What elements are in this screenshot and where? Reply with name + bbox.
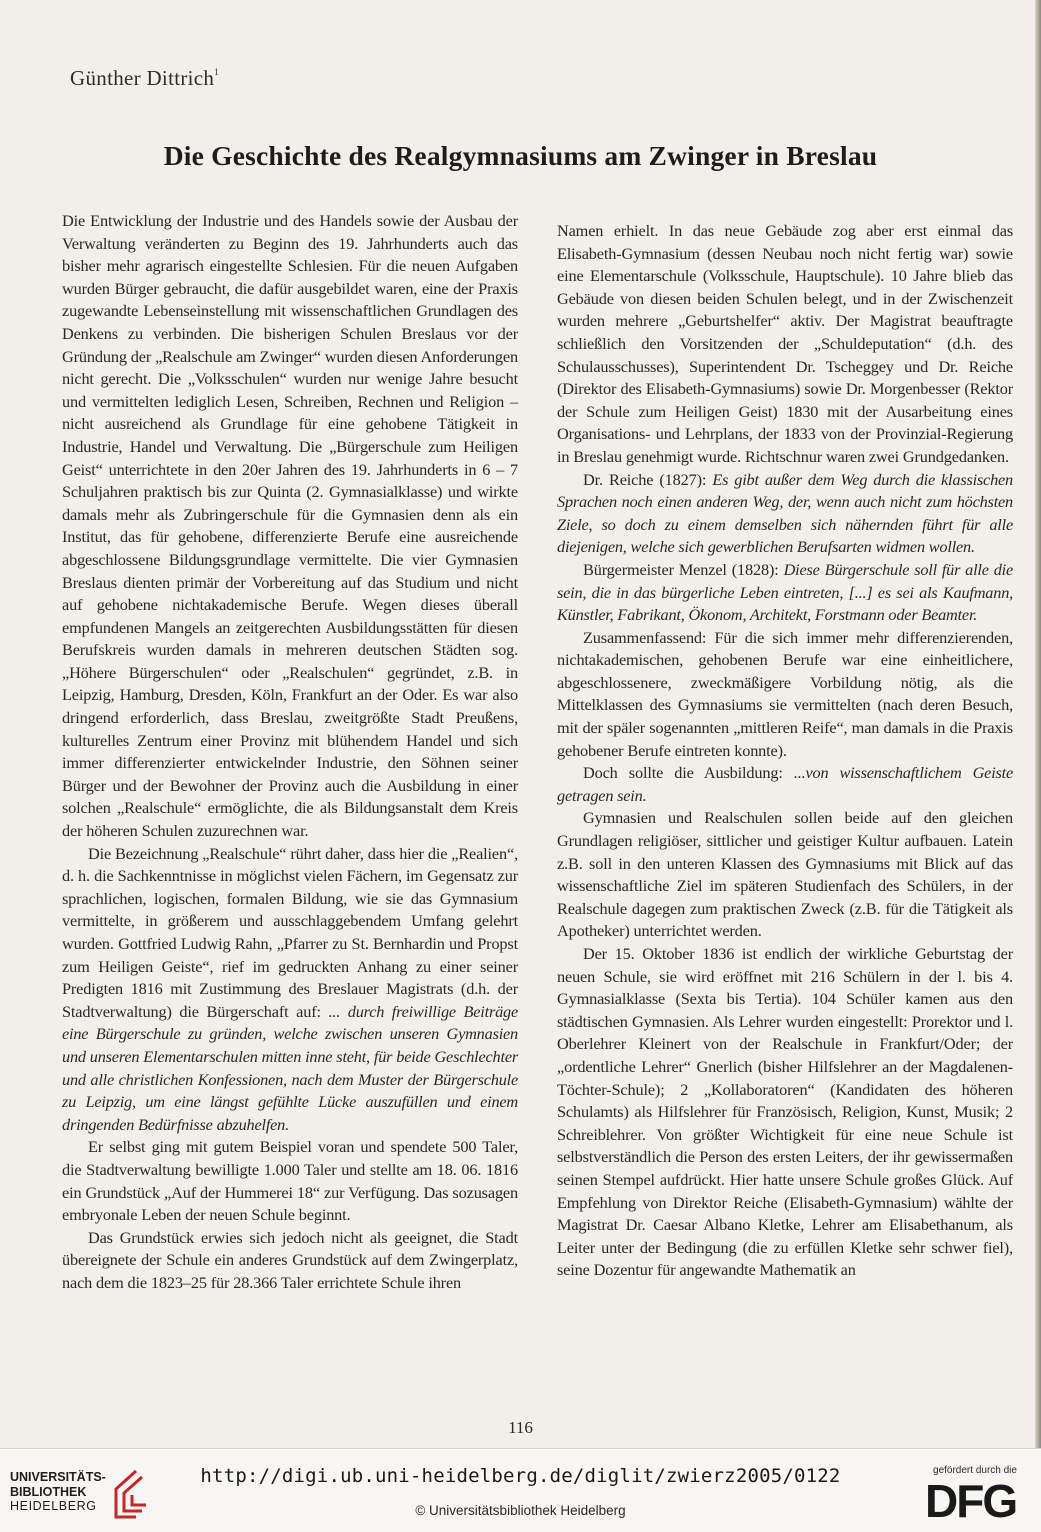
source-url-link[interactable]: http://digi.ub.uni-heidelberg.de/diglit/zwierz2005/0122 (200, 1465, 841, 1487)
dfg-logo-icon: DFG (925, 1475, 1017, 1527)
paragraph: Dr. Reiche (1827): Es gibt außer dem Weg durch die klassischen Sprachen noch einen anderen Weg, der, wenn auch nicht zum höchsten Ziele, so doch zu einem demselben sich nähernden führt für alle diejenigen, welche sich gewerblichen Berufsarten widmen wollen. (557, 469, 1013, 557)
copyright-notice: © Universitätsbibliothek Heidelberg (415, 1503, 626, 1518)
page-edge (1035, 0, 1041, 1450)
author-name: Günther Dittrich$^1$ (70, 66, 219, 90)
footer-bar (0, 1448, 1041, 1532)
paragraph: Bürgermeister Menzel (1828): Diese Bürgerschule soll für alle die sein, die in das bürgerliche Leben eintreten, [...] es sei als Kaufmann, Künstler, Fabrikant, Ökonom, Architekt, Forstmann oder Beamter. (557, 559, 1013, 625)
right-column (557, 220, 1013, 1282)
page-number: 116 (508, 1418, 533, 1437)
library-name: UNIVERSITÄTS- BIBLIOTHEK HEIDELBERG (10, 1470, 106, 1513)
paragraph: Die Bezeichnung „Realschule“ rührt daher, dass hier die „Realien“, d. h. die Sachkenntnisse in möglichst vielen Fächern, im Gegensatz zur sprachlichen, logischen, formalen Bildung, wie sie das Gymnasium vermittelte, in größerem und ausschlaggebendem Umfang gelehrt wurden. Gottfried Ludwig Rahn, „Pfarrer zu St. Bernhardin und Propst zum Heiligen Geiste“, rief im gedruckten Anhang zu einer seiner Predigten 1816 mit Zustimmung des Breslauer Magistrats (d.h. der Stadtverwaltung) die Bürgerschaft auf: ... durch freiwillige Beiträge eine Bürgerschule zu gründen, welche zwischen unseren Gymnasien und unseren Elementarschulen mitten inne steht, für beide Geschlechter und alle christlichen Konfessionen, nach dem Muster der Bürgerschule zu Leipzig, um eine längst gefühlte Lücke auszufüllen und einem dringenden Bedürfnisse abzuhelfen. (62, 843, 518, 1134)
paragraph: Er selbst ging mit gutem Beispiel voran und spendete 500 Taler, die Stadtverwaltung bewilligte 1.000 Taler und stellte am 18. 06. 1816 ein Grundstück „Auf der Hummerei 18“ zur Verfügung. Das sozusagen embryonale Leben der neuen Schule beginnt. (62, 1137, 518, 1225)
funding-label: gefördert durch die (933, 1465, 1017, 1476)
quote: ... durch freiwillige Beiträge eine Bürgerschule zu gründen, welche zwischen unseren Gymnasien und unseren Elementarschulen mitten inne steht, für beide Geschlechter und alle christlichen Konfessionen, nach dem Muster der Bürgerschule zu Leipzig, um eine längst gefühlte Lücke auszufüllen und einem dringenden Bedürfnisse abzuhelfen. (62, 1001, 518, 1134)
article-title: Die Geschichte des Realgymnasiums am Zwinger in Breslau (163, 140, 878, 171)
paragraph: Zusammenfassend: Für die sich immer mehr differenzierenden, nichtakademischen, gehobenen Berufe war eine einheitlichere, abgeschlossenere, zweckmäßigere Vorbildung nötig, als die Mittelklassen des Gymnasiums sie vermittelten (nach deren Besuch, mit der späler sogenannten „mittleren Reife“, man damals in die Praxis gehobener Berufe eintreten konnte). (557, 627, 1013, 760)
author-footnote-marker: 1 (214, 67, 219, 77)
paragraph: Das Grundstück erwies sich jedoch nicht als geeignet, die Stadt übereignete der Schule ein anderes Grundstück auf dem Zwingerplatz, nach dem die 1823–25 für 28.366 Taler errichtete Schule ihren (62, 1227, 518, 1292)
paragraph: Gymnasien und Realschulen sollen beide auf den gleichen Grundlagen religiöser, sittlicher und geistiger Kultur aufbauen. Latein z.B. soll in den unteren Klassen des Gymnasiums mit Blick auf das wissenschaftliche Ziel im späteren Studienfach des Schülers, in der Realschule dagegen zum praktischen Zweck (z.B. für die Tätigkeit als Apotheker) unterrichtet werden. (557, 808, 1013, 941)
paragraph: Namen erhielt. In das neue Gebäude zog aber erst einmal das Elisabeth-Gymnasium (dessen Neubau noch nicht fertig war) sowie eine Elementarschule (Volksschule, Hauptschule). 10 Jahre blieb das Gebäude von diesen beiden Schulen belegt, und in der Zwischenzeit wurden mehrere „Geburtshelfer“ aktiv. Der Magistrat beauftragte schließlich den Vorsitzenden der „Schuldeputation“ (d.h. des Schulausschusses), Superintendent Dr. Tscheggey und Dr. Reiche (Direktor des Elisabeth-Gymnasiums) sowie Dr. Morgenbesser (Rektor der Schule zum Heiligen Geist) 1830 mit der Ausarbeitung eines Organisations- und Lehrplans, der 1833 von der Provinzial-Regierung in Breslau genehmigt wurde. Richtschnur waren zwei Grundgedanken. (557, 221, 1013, 466)
paragraph: Der 15. Oktober 1836 ist endlich der wirkliche Geburtstag der neuen Schule, sie wird eröffnet mit 216 Schülern in der l. bis 4. Gymnasialklasse (Sexta bis Tertia). 104 Schüler kamen aus den städtischen Gymnasien. Als Lehrer wurden eingestellt: Prorektor und l. Oberlehrer Kleinert von der Realschule in Frankfurt/Oder; der „ordentliche Lehrer“ Gnerlich (bisher Hilfslehrer an der Magdalenen-Töchter-Schule); 2 „Kollaboratoren“ (Kandidaten des höheren Schulamts) als Hilfslehrer für Französisch, Religion, Kunst, Musik; 2 Schreiblehrer. Von größter Wichtigkeit für eine neue Schule ist selbstverständlich die Person des ersten Leiters, der ihr gewissermaßen seinen Stempel aufdrückt. Hier hatte unsere Schule großes Glück. Auf Empfehlung von Direktor Reiche (Elisabeth-Gymnasium) wählte der Magistrat Dr. Caesar Albano Kletke, Lehrer am Elisabethanum, als Leiter unter der Bedingung (die zu erfüllen Kletke sehr schwer fiel), seine Dozentur für angewandte Mathematik an (557, 944, 1013, 1280)
left-column (62, 210, 518, 1295)
funder-logo[interactable] (925, 1465, 1035, 1525)
paragraph: Doch sollte die Ausbildung: ...von wissenschaftlichem Geiste getragen sein. (557, 763, 1014, 805)
paragraph: Die Entwicklung der Industrie und des Handels sowie der Ausbau der Verwaltung veränderten zu Beginn des 19. Jahrhunderts auch das bisher mehr agrarisch eingestellte Schlesien. Für die neuen Aufgaben wurden Bürger gebraucht, die dafür ausgebildet waren, eine der Praxis zugewandte Lebenseinstellung mit wissenschaftlichen Grundlagen des Denkens zu verbinden. Die bisherigen Schulen Breslaus vor der Gründung der „Realschule am Zwinger“ wurden diesen Anforderungen nicht gerecht. Die „Volksschulen“ wurden nur wenige Jahre besucht und vermittelten lediglich Lesen, Schreiben, Rechnen und Religion – nicht ausreichend als Grundlage für eine gehobene Tätigkeit in Industrie, Handel und Verwaltung. Die „Bürgerschule zum Heiligen Geist“ unterrichtete in den 20er Jahren des 19. Jahrhunderts in 6 – 7 Schuljahren praktisch bis zur Quinta (2. Gymnasialklasse) und wirkte damals mehr als Zubringerschule für die Gymnasien denn als ein Institut, das für gehobene, differenzierte Berufe eine ausreichende abgeschlossene Bildungsgrundlage vermittelte. Die vier Gymnasien Breslaus dienten primär der Vorbereitung auf das Studium und nicht auf gehobene nichtakademische Berufe. Wegen dieses überall empfundenen Mangels an zeitgerechten Ausbildungsstätten für diesen Berufskreis wurden damals in mehreren deutschen Städten sog. „Höhere Bürgerschulen“ oder „Realschulen“ gegründet, z.B. in Leipzig, Hamburg, Dresden, Köln, Frankfurt an der Oder. Es war also dringend erforderlich, dass Breslau, zweitgrößte Stadt Preußens, kulturelles Zentrum einer Provinz mit blühendem Handel und sich immer differenzierter entwickelnder Industrie, den Söhnen seiner Bürger und der Bewohner der Provinz auch die Ausbildung in einer solchen „Realschule“ ermöglichte, die als Bildungsanstalt dem Kreis der höheren Schulen zuzurechnen war. (62, 211, 518, 841)
quote: Es gibt außer dem Weg durch die klassischen Sprachen noch einen anderen Weg, der, wenn auch nicht zum höchsten Ziele, so doch zu einem demselben sich nähernden führt für alle diejenigen, welche sich gewerblichen Berufsarten widmen wollen. (557, 469, 1013, 557)
quote: ...von wissenschaftlichem Geiste getragen sein. (557, 763, 1014, 805)
quote: Diese Bürgerschule soll für alle die sein, die in das bürgerliche Leben eintreten, [...] es sei als Kaufmann, Künstler, Fabrikant, Ökonom, Architekt, Forstmann oder Beamter. (557, 559, 1013, 625)
